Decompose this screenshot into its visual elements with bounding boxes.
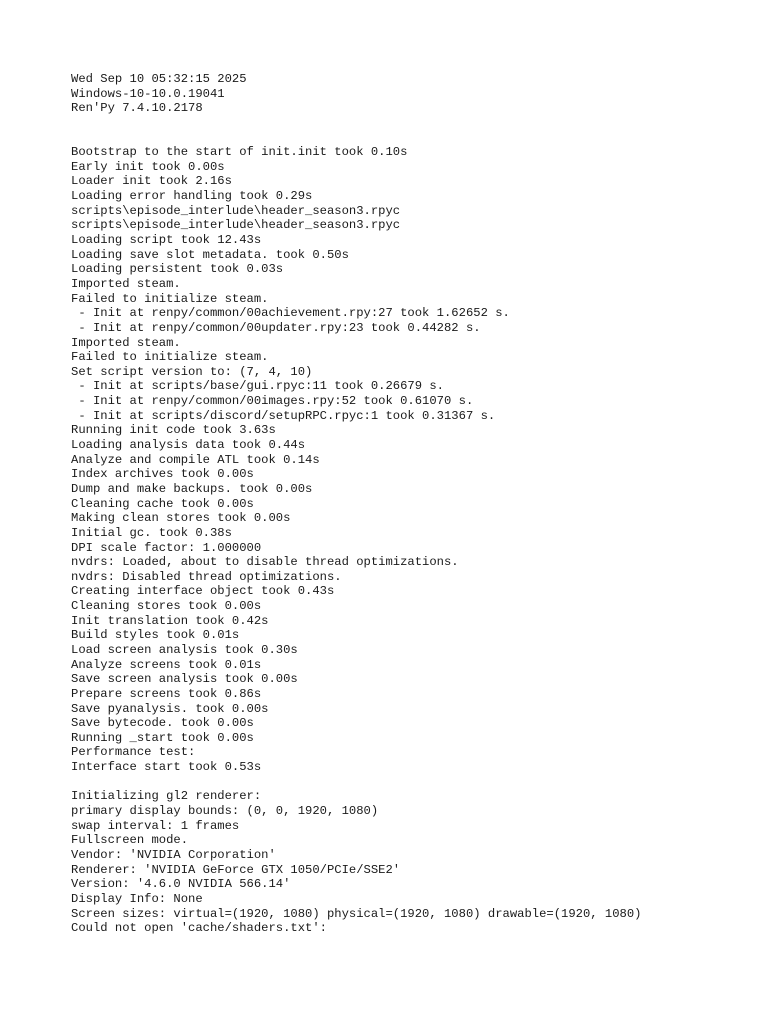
log-line: - Init at renpy/common/00images.rpy:52 took 0.61070 s. xyxy=(71,394,474,409)
log-line: Making clean stores took 0.00s xyxy=(71,511,291,526)
log-line: Dump and make backups. took 0.00s xyxy=(71,481,313,496)
log-line: Loading error handling took 0.29s xyxy=(71,189,313,204)
log-line: Interface start took 0.53s xyxy=(71,760,262,775)
log-line: Running _start took 0.00s xyxy=(71,730,254,745)
log-line: Bootstrap to the start of init.init took 0.10s xyxy=(71,145,408,160)
log-line: Vendor: 'NVIDIA Corporation' xyxy=(71,847,276,862)
log-line: Failed to initialize steam. xyxy=(71,350,269,365)
log-line: - Init at scripts/discord/setupRPC.rpyc:1 took 0.31367 s. xyxy=(71,408,496,423)
log-line: Windows-10-10.0.19041 xyxy=(71,86,225,101)
log-line: Loading save slot metadata. took 0.50s xyxy=(71,247,349,262)
log-line: Screen sizes: virtual=(1920, 1080) physical=(1920, 1080) drawable=(1920, 1080) xyxy=(71,906,642,921)
log-line: nvdrs: Loaded, about to disable thread optimizations. xyxy=(71,555,459,570)
log-document xyxy=(71,72,761,936)
log-line: Load screen analysis took 0.30s xyxy=(71,642,298,657)
log-line: Failed to initialize steam. xyxy=(71,291,269,306)
log-line: DPI scale factor: 1.000000 xyxy=(71,540,262,555)
log-line: Display Info: None xyxy=(71,891,203,906)
log-line: Loading persistent took 0.03s xyxy=(71,262,284,277)
log-line xyxy=(71,775,761,790)
log-line xyxy=(71,116,761,131)
log-line: Initial gc. took 0.38s xyxy=(71,525,232,540)
log-line: - Init at renpy/common/00achievement.rpy:27 took 1.62652 s. xyxy=(71,306,510,321)
log-line: swap interval: 1 frames xyxy=(71,818,240,833)
log-line: Loading script took 12.43s xyxy=(71,233,262,248)
log-line: scripts\episode_interlude\header_season3.rpyc xyxy=(71,203,401,218)
log-line: - Init at renpy/common/00updater.rpy:23 took 0.44282 s. xyxy=(71,320,481,335)
log-line: - Init at scripts/base/gui.rpyc:11 took 0.26679 s. xyxy=(71,379,444,394)
log-line: Imported steam. xyxy=(71,276,181,291)
log-line: Fullscreen mode. xyxy=(71,833,189,848)
log-line: primary display bounds: (0, 0, 1920, 1080) xyxy=(71,804,379,819)
log-line: Save screen analysis took 0.00s xyxy=(71,672,298,687)
log-line: Analyze screens took 0.01s xyxy=(71,657,262,672)
log-line: Ren'Py 7.4.10.2178 xyxy=(71,101,203,116)
log-line: Could not open 'cache/shaders.txt': xyxy=(71,921,327,936)
log-line: Init translation took 0.42s xyxy=(71,613,269,628)
log-line: Analyze and compile ATL took 0.14s xyxy=(71,452,320,467)
log-line: Renderer: 'NVIDIA GeForce GTX 1050/PCIe/SSE2' xyxy=(71,862,401,877)
log-line: Build styles took 0.01s xyxy=(71,628,240,643)
log-line: Version: '4.6.0 NVIDIA 566.14' xyxy=(71,877,291,892)
log-line: Save pyanalysis. took 0.00s xyxy=(71,701,269,716)
log-line xyxy=(71,131,761,146)
log-line: Cleaning stores took 0.00s xyxy=(71,599,262,614)
log-line: Loader init took 2.16s xyxy=(71,174,232,189)
log-line: Wed Sep 10 05:32:15 2025 xyxy=(71,72,247,86)
log-line: Imported steam. xyxy=(71,335,181,350)
log-line: Loading analysis data took 0.44s xyxy=(71,438,306,453)
log-line: scripts\episode_interlude\header_season3.rpyc xyxy=(71,218,401,233)
log-line: Set script version to: (7, 4, 10) xyxy=(71,364,313,379)
log-line: Index archives took 0.00s xyxy=(71,467,254,482)
log-line: Initializing gl2 renderer: xyxy=(71,789,262,804)
log-line: Prepare screens took 0.86s xyxy=(71,686,262,701)
log-line: Creating interface object took 0.43s xyxy=(71,584,335,599)
log-line: Early init took 0.00s xyxy=(71,159,225,174)
log-line: Running init code took 3.63s xyxy=(71,423,276,438)
log-line: Save bytecode. took 0.00s xyxy=(71,716,254,731)
log-line: Performance test: xyxy=(71,745,196,760)
log-line: nvdrs: Disabled thread optimizations. xyxy=(71,569,342,584)
log-line: Cleaning cache took 0.00s xyxy=(71,496,254,511)
